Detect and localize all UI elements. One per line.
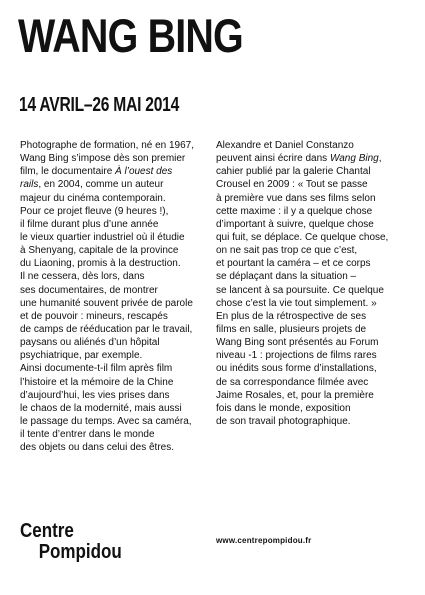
text-run: peuvent ainsi écrire dans bbox=[216, 153, 330, 165]
text-line bbox=[216, 231, 412, 244]
text-line bbox=[20, 376, 210, 389]
text-line bbox=[20, 192, 210, 205]
text-line bbox=[20, 297, 210, 310]
text-line bbox=[20, 389, 210, 402]
text-line bbox=[216, 192, 412, 205]
text-line bbox=[216, 415, 412, 428]
text-line bbox=[216, 389, 412, 402]
text-line bbox=[216, 165, 412, 178]
text-run: on ne sait pas trop ce que c’est, bbox=[216, 245, 358, 257]
centre-pompidou-logo bbox=[20, 521, 122, 563]
text-line bbox=[20, 402, 210, 415]
text-run: se déplaçant dans la situation – bbox=[216, 271, 357, 283]
text-line bbox=[216, 376, 412, 389]
text-run: du Liaoning, promis à la destruction. bbox=[20, 258, 181, 270]
text-line bbox=[216, 139, 412, 152]
text-run: des objets ou dans celui des êtres. bbox=[20, 442, 174, 454]
text-line bbox=[216, 257, 412, 270]
text-run: Pour ce projet fleuve (9 heures !), bbox=[20, 205, 169, 217]
text-run: se lancent à sa poursuite. Ce quelque bbox=[216, 284, 384, 296]
italic-title: À l’ouest des bbox=[115, 166, 173, 178]
text-run: le vieux quartier industriel où il étudie bbox=[20, 231, 185, 243]
text-run: à Shenyang, capitale de la province bbox=[20, 245, 179, 257]
text-line bbox=[216, 152, 412, 165]
text-line bbox=[216, 218, 412, 231]
text-run: psychiatrique, par exemple. bbox=[20, 350, 143, 362]
text-line bbox=[216, 349, 412, 362]
italic-title: rails bbox=[20, 179, 39, 191]
text-line bbox=[20, 310, 210, 323]
text-line bbox=[20, 441, 210, 454]
text-line bbox=[216, 178, 412, 191]
text-run: paysans ou aliénés d’un hôpital bbox=[20, 337, 160, 349]
logo-line-2: Pompidou bbox=[38, 541, 122, 563]
text-run: Crousel en 2009 : « Tout se passe bbox=[216, 179, 368, 191]
text-run: ses documentaires, de montrer bbox=[20, 284, 158, 296]
text-run: de sa correspondance filmée avec bbox=[216, 376, 369, 388]
text-run: de son travail photographique. bbox=[216, 415, 351, 427]
text-run: il filme durant plus d’une année bbox=[20, 218, 159, 230]
text-run: d’aujourd’hui, les vies prises dans bbox=[20, 389, 170, 401]
text-line bbox=[216, 297, 412, 310]
text-run: Il ne cessera, dès lors, dans bbox=[20, 271, 145, 283]
text-line bbox=[216, 310, 412, 323]
text-line bbox=[216, 270, 412, 283]
text-line bbox=[20, 178, 210, 191]
text-run: Ainsi documente-t-il film après film bbox=[20, 363, 173, 375]
exhibition-dates: 14 AVRIL–26 MAI 2014 bbox=[19, 94, 180, 116]
text-run: chose c’est la vie tout simplement. » bbox=[216, 297, 377, 309]
italic-title: Wang Bing bbox=[329, 153, 379, 165]
text-run: et pourtant la caméra – et ce corps bbox=[216, 258, 371, 270]
text-run: niveau -1 : projections de films rares bbox=[216, 350, 377, 362]
text-line bbox=[20, 218, 210, 231]
text-line bbox=[20, 349, 210, 362]
text-run: et de pouvoir : mineurs, rescapés bbox=[20, 310, 168, 322]
text-run: le chaos de la modernité, mais aussi bbox=[20, 402, 182, 414]
text-line bbox=[20, 428, 210, 441]
text-run: de camps de rééducation par le travail, bbox=[20, 323, 193, 335]
text-line bbox=[20, 336, 210, 349]
text-run: une humanité souvent privée de parole bbox=[20, 297, 193, 309]
text-line bbox=[20, 362, 210, 375]
text-line bbox=[20, 205, 210, 218]
text-run: ou inédits sous forme d’installations, bbox=[216, 363, 377, 375]
text-run: Photographe de formation, né en 1967, bbox=[20, 140, 195, 151]
body-column-2 bbox=[216, 139, 412, 428]
text-run: qui fuit, se déplace. Ce quelque chose, bbox=[216, 231, 389, 243]
text-run: à première vue dans ses films selon bbox=[216, 192, 376, 204]
text-line bbox=[20, 323, 210, 336]
text-run: d’important à suivre, quelque chose bbox=[216, 218, 374, 230]
text-run: cahier publié par la galerie Chantal bbox=[216, 166, 371, 178]
text-run: majeur du cinéma contemporain. bbox=[20, 192, 166, 204]
text-line bbox=[216, 284, 412, 297]
text-run: , bbox=[378, 153, 382, 165]
text-run: Jaime Rosales, et, pour la première bbox=[216, 389, 374, 401]
text-run: le passage du temps. Avec sa caméra, bbox=[20, 415, 192, 427]
text-run: En plus de la rétrospective de ses bbox=[216, 310, 367, 322]
text-run: Alexandre et Daniel Constanzo bbox=[216, 140, 354, 151]
text-run: il tente d’entrer dans le monde bbox=[20, 429, 155, 441]
website-link[interactable]: www.centrepompidou.fr bbox=[216, 536, 312, 545]
text-line bbox=[216, 323, 412, 336]
text-line bbox=[20, 270, 210, 283]
text-line bbox=[20, 284, 210, 297]
text-line bbox=[20, 244, 210, 257]
text-line bbox=[216, 336, 412, 349]
logo-line-1: Centre bbox=[20, 520, 74, 542]
text-run: l’histoire et la mémoire de la Chine bbox=[20, 376, 174, 388]
text-run: film, le documentaire bbox=[20, 166, 116, 178]
text-line bbox=[216, 244, 412, 257]
text-run: fois dans le monde, exposition bbox=[216, 402, 351, 414]
text-run: , en 2004, comme un auteur bbox=[38, 179, 164, 191]
text-run: films en salle, plusieurs projets de bbox=[216, 323, 367, 335]
text-run: Wang Bing s’impose dès son premier bbox=[20, 153, 186, 165]
text-line bbox=[216, 362, 412, 375]
page-title: WANG BING bbox=[18, 9, 243, 62]
text-line bbox=[20, 415, 210, 428]
text-line bbox=[20, 165, 210, 178]
text-line bbox=[216, 205, 412, 218]
text-line bbox=[216, 402, 412, 415]
text-run: cette maxime : il y a quelque chose bbox=[216, 205, 373, 217]
text-line bbox=[20, 152, 210, 165]
text-run: Wang Bing sont présentés au Forum bbox=[216, 337, 379, 349]
body-column-1 bbox=[20, 139, 210, 454]
text-line bbox=[20, 139, 210, 152]
text-line bbox=[20, 231, 210, 244]
text-line bbox=[20, 257, 210, 270]
